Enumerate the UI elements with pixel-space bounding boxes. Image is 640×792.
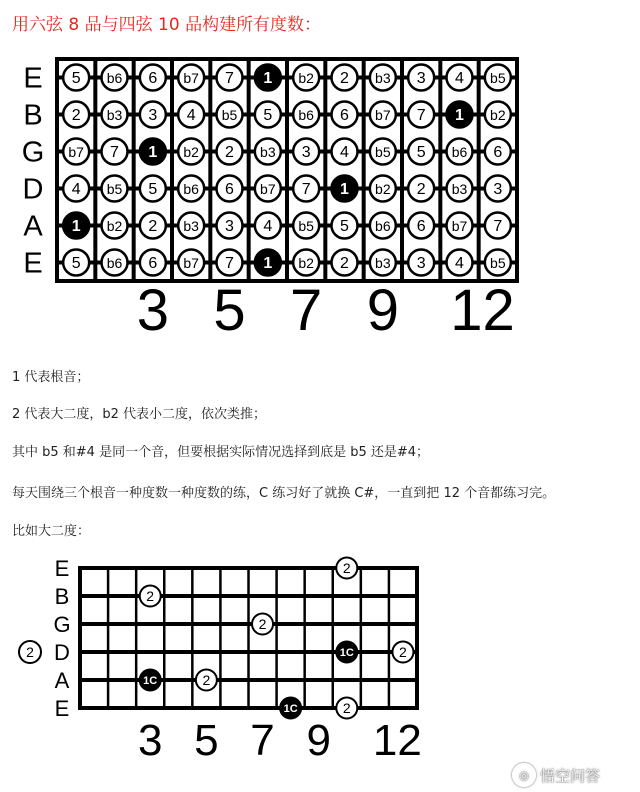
- string-label: E: [54, 556, 70, 581]
- paragraph-major-second: 2 代表大二度，b2 代表小二度，依次类推；: [12, 407, 267, 422]
- degree-label: 2: [258, 616, 267, 632]
- degree-label: 3: [148, 107, 158, 124]
- degree-label: 7: [225, 255, 234, 272]
- string-label: A: [23, 210, 43, 243]
- fretboard-diagram-all-degrees: [0, 0, 640, 345]
- degree-label: 2: [399, 644, 407, 660]
- degree-label: b5: [375, 144, 391, 160]
- degree-label: b3: [260, 144, 276, 160]
- degree-label: b5: [490, 70, 506, 86]
- degree-label: b5: [298, 218, 314, 234]
- root-note-label: 1C: [339, 647, 354, 659]
- paragraph-example-heading: 比如大二度：: [12, 524, 91, 539]
- string-label: E: [54, 696, 70, 721]
- root-note-label: 1: [340, 181, 349, 198]
- degree-label: 6: [225, 181, 234, 198]
- paragraph-daily-practice: 每天围绕三个根音一种度数一种度数的练，C 练习好了就换 C#，一直到把 12 个音都练习完。: [12, 486, 556, 501]
- degree-label: 5: [71, 70, 81, 87]
- fret-number: 3: [136, 278, 169, 343]
- fret-number: 3: [137, 716, 163, 765]
- degree-label: 6: [493, 144, 503, 161]
- degree-label: b7: [183, 70, 199, 86]
- degree-label: b3: [183, 218, 199, 234]
- degree-label: b5: [490, 255, 506, 271]
- degree-label: b3: [375, 70, 391, 86]
- root-note-label: 1: [455, 107, 464, 124]
- degree-label: 5: [148, 181, 158, 198]
- degree-label: 2: [340, 70, 349, 87]
- degree-label: b2: [375, 181, 391, 197]
- string-label: D: [54, 640, 70, 665]
- degree-label: b7: [451, 218, 468, 234]
- degree-label: b2: [490, 107, 506, 123]
- degree-label: 5: [71, 255, 81, 272]
- fret-number: 7: [290, 278, 323, 343]
- degree-label: b3: [451, 181, 468, 197]
- degree-label: 4: [340, 144, 349, 161]
- degree-label: 2: [148, 218, 158, 235]
- watermark-text: 悟空问答: [540, 766, 601, 785]
- degree-label: 5: [263, 107, 273, 124]
- degree-label: 6: [340, 107, 349, 124]
- degree-label: b7: [183, 255, 199, 271]
- page-title: 用六弦 8 品与四弦 10 品构建所有度数：: [12, 15, 322, 35]
- degree-label: b6: [183, 181, 199, 197]
- fret-number: 7: [250, 716, 275, 765]
- paragraph-b5-sharp4: 其中 b5 和#4 是同一个音，但要根据实际情况选择到底是 b5 还是#4；: [12, 445, 430, 460]
- wukong-logo-icon: ◎: [512, 763, 536, 787]
- degree-label: 6: [416, 218, 426, 235]
- watermark: [512, 762, 600, 788]
- degree-label: 7: [493, 218, 503, 235]
- string-label: B: [23, 99, 43, 132]
- degree-label: 5: [416, 144, 426, 161]
- paragraph-root-note: 1 代表根音；: [12, 370, 90, 385]
- degree-label: 2: [342, 560, 351, 576]
- degree-label: b7: [260, 181, 276, 197]
- degree-label: 6: [148, 255, 158, 272]
- degree-label: 6: [148, 70, 158, 87]
- degree-label: 2: [225, 144, 234, 161]
- string-label: E: [23, 247, 43, 280]
- degree-label: b3: [106, 107, 123, 123]
- degree-label: 2: [202, 672, 211, 688]
- degree-label: b6: [375, 218, 391, 234]
- root-note-label: 1C: [143, 675, 158, 687]
- degree-label: b2: [298, 255, 314, 271]
- root-note-label: 1: [263, 70, 273, 87]
- degree-label: 4: [455, 70, 464, 87]
- root-note-label: 1: [263, 255, 273, 272]
- string-label: E: [23, 62, 43, 95]
- fretboard-diagram-major-second: [0, 550, 640, 792]
- root-note-label: 1C: [283, 703, 298, 715]
- degree-label: 3: [225, 218, 234, 235]
- open-string-label: 2: [26, 644, 34, 660]
- degree-label: 7: [110, 144, 119, 161]
- degree-label: 2: [340, 255, 349, 272]
- fret-number: 12: [450, 278, 515, 343]
- root-note-label: 1: [71, 218, 81, 235]
- string-label: G: [21, 136, 45, 169]
- degree-label: 4: [455, 255, 464, 272]
- degree-label: b2: [183, 144, 199, 160]
- degree-label: b3: [375, 255, 391, 271]
- fret-number: 12: [372, 716, 422, 765]
- degree-label: b5: [106, 181, 123, 197]
- degree-label: 4: [71, 181, 81, 198]
- string-label: A: [54, 668, 70, 693]
- degree-label: 7: [416, 107, 426, 124]
- degree-label: 3: [416, 70, 426, 87]
- degree-label: b6: [451, 144, 468, 160]
- degree-label: 4: [186, 107, 196, 124]
- fret-number: 9: [306, 716, 331, 765]
- degree-label: b7: [68, 144, 84, 160]
- string-label: B: [54, 584, 70, 609]
- degree-label: b6: [106, 255, 123, 271]
- degree-label: b5: [221, 107, 238, 123]
- degree-label: b6: [106, 70, 123, 86]
- string-label: G: [53, 612, 71, 637]
- fret-number: 5: [194, 716, 219, 765]
- string-label: D: [22, 173, 44, 206]
- degree-label: 3: [301, 144, 311, 161]
- degree-label: 7: [225, 70, 234, 87]
- root-note-label: 1: [148, 144, 158, 161]
- degree-label: b2: [298, 70, 314, 86]
- degree-label: 2: [416, 181, 426, 198]
- degree-label: b6: [298, 107, 314, 123]
- degree-label: 4: [263, 218, 273, 235]
- degree-label: b7: [375, 107, 391, 123]
- degree-label: 2: [71, 107, 81, 124]
- degree-label: 7: [301, 181, 311, 198]
- degree-label: 3: [493, 181, 503, 198]
- degree-label: 2: [342, 700, 351, 716]
- fret-number: 9: [366, 278, 399, 343]
- fret-number: 5: [213, 278, 246, 343]
- degree-label: 5: [340, 218, 349, 235]
- degree-label: b2: [106, 218, 123, 234]
- degree-label: 2: [146, 588, 155, 604]
- degree-label: 3: [416, 255, 426, 272]
